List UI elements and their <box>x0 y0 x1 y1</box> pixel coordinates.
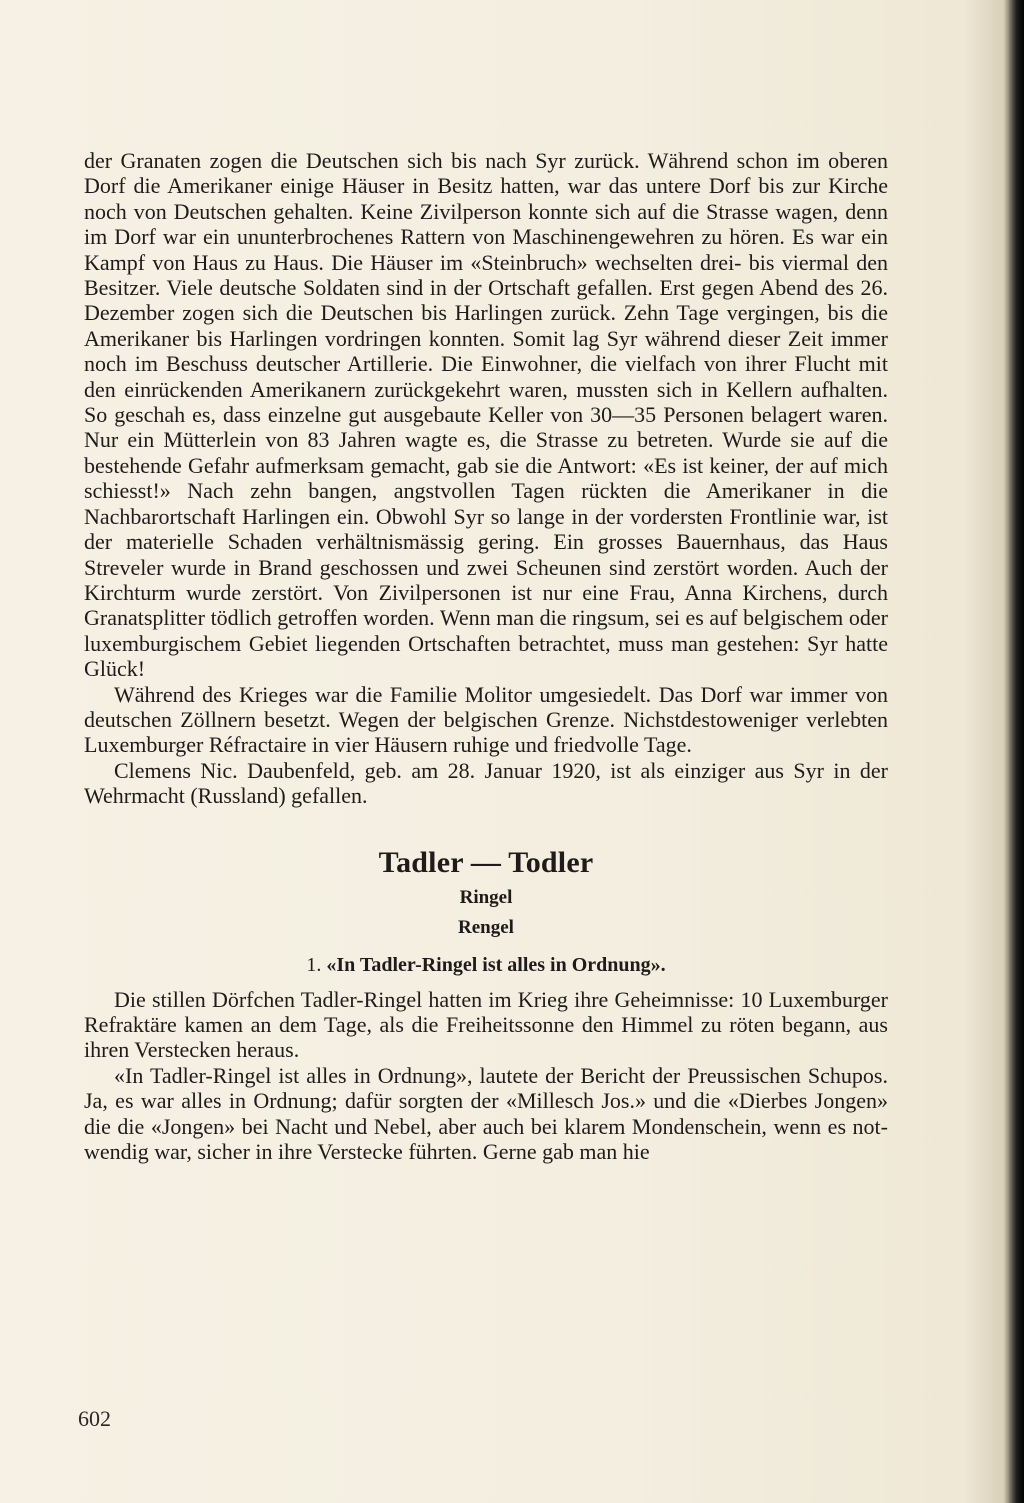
subheading-ringel: Ringel <box>459 886 513 908</box>
paragraph-daubenfeld: Clemens Nic. Daubenfeld, geb. am 28. Januar 1920, ist als einziger aus Syr in der Wehrmacht (Russland) gefallen. <box>84 757 888 809</box>
paragraph-syr-battle: der Granaten zogen die Deutschen sich bis nach Syr zurück. Während schon im oberen Dorf die Amerikaner einige Häuser in Besitz hatten, war das untere Dorf bis zur Kirche noch von Deutschen gehalten. Keine Zivilperson konnte sich auf die Strasse wagen, denn im Dorf war ein ununterbrochenes Rattern von Maschinengewehren zu hören. Es war ein Kampf von Haus zu Haus. Die Häuser im «Steinbruch» wechselten drei- bis viermal den Besitzer. Viele deutsche Soldaten sind in der Ortschaft gefallen. Erst gegen Abend des 26. Dezember zogen sich die Deutschen bis Harlingen zurück. Zehn Tage vergingen, bis die Amerikaner bis Harlingen vordringen konnten. Somit lag Syr während dieser Zeit immer noch im Beschuss deutscher Artillerie. Die Einwohner, die vielfach von ihrer Flucht mit den einrückenden Amerikanern zurückgekehrt waren, mussten sich in Kellern aufhalten. So geschah es, dass einzelne gut ausgebaute Keller von 30—35 Personen belagert waren. Nur ein Mütterlein von 83 Jahren wagte es, die Strasse zu betreten. Wurde sie auf die bestehende Gefahr aufmerksam gemacht, gab sie die Antwort: «Es ist keiner, der auf mich schiesst!» Nach zehn bangen, angstvollen Tagen rückten die Amerikaner in die Nachbarortschaft Harlingen ein. Obwohl Syr so lange in der vordersten Frontlinie war, ist der materielle Schaden verhältnismässig gering. Ein grosses Bauernhaus, das Haus Streveler wurde in Brand geschossen und zwei Scheunen sind zerstört worden. Auch der Kirchturm wurde zerstört. Von Zivilpersonen ist nur eine Frau, Anna Kirchens, durch Granatsplitter tödlich getroffen worden. Wenn man die ringsum, sei es auf belgischem oder luxemburgischem Gebiet liegenden Ortschaften betrachtet, muss man gestehen: Syr hatte Glück! <box>84 148 888 682</box>
paragraph-schupos-report: «In Tadler-Ringel ist alles in Ordnung», lautete der Bericht der Preussischen Schupos. Ja, es war alles in Ordnung; dafür sorgten der «Millesch Jos.» und die «Dierbes Jongen» die die «Jongen» bei Nacht und Nebel, aber auch bei klarem Mondenschein, wenn es notwendig war, sicher in ihre Verstecke führten. Gerne gab man hie <box>84 1062 888 1164</box>
section-title: «In Tadler-Ringel ist alles in Ordnung». <box>326 953 666 976</box>
paragraph-molitor-family: Während des Krieges war die Familie Molitor umgesiedelt. Das Dorf war immer von deutschen Zöllnern besetzt. Wegen der belgischen Grenze. Nichstdestoweniger verlebten Luxemburger Réfractaire in vier Häusern ruhige und friedvolle Tage. <box>84 681 888 758</box>
book-spine-shadow <box>1008 0 1024 1503</box>
page-number: 602 <box>78 1406 111 1431</box>
page-text-block <box>84 148 888 1164</box>
chapter-heading: Tadler — Todler <box>378 845 594 879</box>
section-heading <box>84 951 888 979</box>
paragraph-refractaires: Die stillen Dörfchen Tadler-Ringel hatten im Krieg ihre Geheimnisse: 10 Luxemburger Refraktäre kamen an dem Tage, als die Freiheitssonne den Himmel zu röten begann, aus ihren Verstecken heraus. <box>84 986 888 1063</box>
subheading-rengel: Rengel <box>458 916 514 938</box>
section-number: 1. <box>306 953 322 976</box>
